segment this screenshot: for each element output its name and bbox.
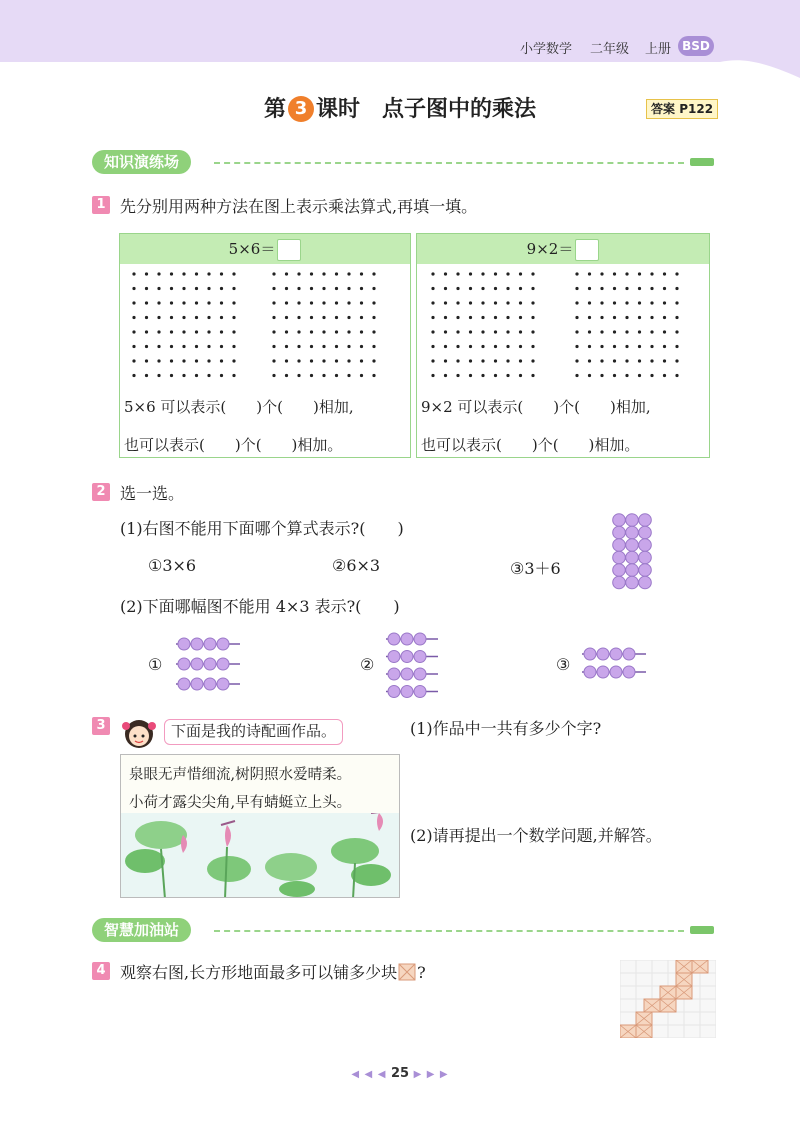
bead-strings-picture-3[interactable] bbox=[576, 642, 646, 684]
prev-arrows-icon: ◀ ◀ ◀ bbox=[351, 1069, 387, 1080]
pencil-icon bbox=[690, 926, 714, 934]
q3-sub2: (2)请再提出一个数学问题,并解答。 bbox=[410, 826, 662, 845]
rectangular-floor-picture bbox=[620, 960, 716, 1038]
answer-box[interactable] bbox=[277, 239, 301, 261]
q1-left-equation: 5×6＝ bbox=[120, 234, 410, 264]
q1-right-line1: 9×2 可以表示( )个( )相加, bbox=[421, 398, 651, 416]
section-divider bbox=[214, 930, 684, 932]
q1-right-line2: 也可以表示( )个( )相加。 bbox=[421, 436, 640, 454]
page-number: 25 bbox=[390, 1066, 410, 1081]
page-footer bbox=[0, 1066, 800, 1081]
question-number: 3 bbox=[92, 717, 110, 735]
poem-line-2: 小荷才露尖尖角,早有蜻蜓立上头。 bbox=[129, 795, 352, 811]
header-grade: 二年级 bbox=[590, 42, 630, 57]
bead-strings-picture-1[interactable] bbox=[170, 634, 240, 694]
lesson-title: 第 3 课时 点子图中的乘法 bbox=[263, 97, 537, 122]
lesson-number-badge: 3 bbox=[288, 96, 314, 122]
q1-left-panel bbox=[119, 233, 411, 458]
q2-instruction: 选一选。 bbox=[120, 484, 185, 503]
dot-grid-left[interactable] bbox=[120, 264, 410, 388]
tile-icon bbox=[398, 963, 416, 981]
q2-pic-label-2[interactable]: ② bbox=[360, 655, 375, 674]
q2-sub2: (2)下面哪幅图不能用 4×3 表示?( ) bbox=[120, 597, 400, 616]
question-number: 1 bbox=[92, 196, 110, 214]
q3-sub1: (1)作品中一共有多少个字? bbox=[410, 719, 602, 738]
girl-avatar-icon bbox=[118, 712, 160, 754]
dot-grid-right[interactable] bbox=[417, 264, 709, 388]
q1-left-line1: 5×6 可以表示( )个( )相加, bbox=[124, 398, 354, 416]
q2-pic-label-3[interactable]: ③ bbox=[556, 655, 571, 674]
section-divider bbox=[214, 162, 684, 164]
lotus-pond-illustration bbox=[121, 813, 400, 898]
q1-left-line2: 也可以表示( )个( )相加。 bbox=[124, 436, 343, 454]
question-number: 2 bbox=[92, 483, 110, 501]
q2-pic-label-1[interactable]: ① bbox=[148, 655, 163, 674]
bead-strings-picture-2[interactable] bbox=[378, 630, 438, 702]
q2-option-1[interactable]: ①3×6 bbox=[148, 556, 197, 575]
next-arrows-icon: ▶ ▶ ▶ bbox=[413, 1069, 449, 1080]
q1-right-panel bbox=[416, 233, 710, 458]
q1-right-equation: 9×2＝ bbox=[417, 234, 709, 264]
pencil-icon bbox=[690, 158, 714, 166]
header-subject: 小学数学 bbox=[520, 42, 573, 57]
lesson-title-text: 点子图中的乘法 bbox=[382, 97, 537, 122]
q2-option-2[interactable]: ②6×3 bbox=[332, 556, 381, 575]
bead-grid-picture bbox=[610, 512, 656, 590]
poem-picture-card bbox=[120, 754, 400, 898]
poem-line-1: 泉眼无声惜细流,树阴照水爱晴柔。 bbox=[129, 767, 352, 783]
q2-sub1: (1)右图不能用下面哪个算式表示?( ) bbox=[120, 519, 404, 538]
header-volume: 上册 bbox=[645, 42, 672, 57]
section-bonus-title: 智慧加油站 bbox=[92, 918, 191, 942]
q1-instruction: 先分别用两种方法在图上表示乘法算式,再填一填。 bbox=[120, 197, 478, 216]
section-practice-title: 知识演练场 bbox=[92, 150, 191, 174]
edition-badge: BSD bbox=[678, 36, 714, 56]
speech-bubble: 下面是我的诗配画作品。 bbox=[164, 719, 343, 745]
answer-reference[interactable]: 答案 P122 bbox=[646, 99, 718, 119]
answer-box[interactable] bbox=[575, 239, 599, 261]
question-number: 4 bbox=[92, 962, 110, 980]
q4-instruction: 观察右图,长方形地面最多可以铺多少块 ? bbox=[120, 963, 426, 982]
q2-option-3[interactable]: ③3＋6 bbox=[510, 559, 561, 578]
